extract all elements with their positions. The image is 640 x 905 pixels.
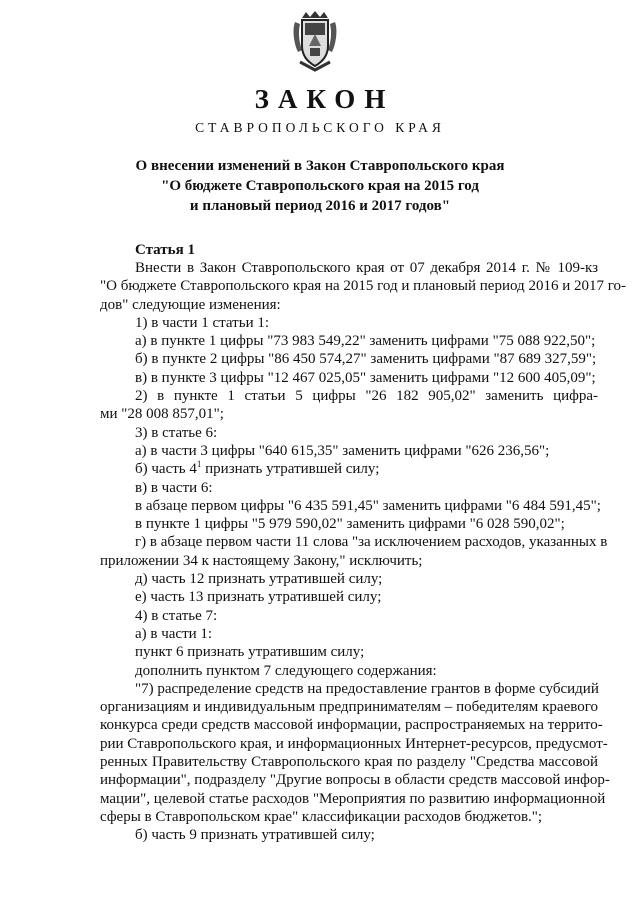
text-line: конкурса среди средств массовой информации, распространяемых на террито- [100, 717, 603, 734]
text-line: информации", подразделу "Другие вопросы в области средств массовой инфор- [100, 772, 610, 789]
text-line: пункт 6 признать утратившим силу; [135, 644, 365, 661]
text-line: д) часть 12 признать утратившей силу; [135, 571, 383, 588]
document-title: ЗАКОН [254, 84, 395, 114]
text-line: организациям и индивидуальным предпринимателям – победителям краевого [100, 699, 598, 716]
text-line: 3) в статье 6: [135, 424, 218, 441]
text-line: рии Ставропольского края, и информационных Интернет-ресурсов, предусмот- [100, 735, 608, 752]
text-line: в) в части 6: [135, 479, 213, 496]
text-line: сферы в Ставропольском крае" классификации расходов бюджетов."; [100, 808, 543, 825]
heading-line: О внесении изменений в Закон Ставропольского края [135, 158, 505, 174]
text-line: е) часть 13 признать утратившей силу; [135, 589, 382, 606]
document-subtitle: СТАВРОПОЛЬСКОГО КРАЯ [195, 120, 445, 135]
article-body [100, 259, 626, 845]
heading-line: "О бюджете Ставропольского края на 2015 год [161, 178, 479, 194]
heading-line: и плановый период 2016 и 2017 годов" [189, 198, 451, 214]
text-line: б) часть 9 признать утратившей силу; [135, 827, 375, 844]
text-line: б) в пункте 2 цифры "86 450 574,27" заменить цифрами "87 689 327,59"; [135, 351, 597, 368]
text-line: "О бюджете Ставропольского края на 2015 год и плановый период 2016 и 2017 го- [100, 278, 626, 295]
text-line: приложении 34 к настоящему Закону," исключить; [100, 552, 423, 569]
text-line: "7) распределение средств на предоставление грантов в форме субсидий [135, 680, 599, 697]
text-line: а) в пункте 1 цифры "73 983 549,22" заменить цифрами "75 088 922,50"; [135, 333, 596, 350]
text-line: Внести в Закон Ставропольского края от 07 декабря 2014 г. № 109-кз [135, 260, 598, 276]
text-line: в) в пункте 3 цифры "12 467 025,05" заменить цифрами "12 600 405,09"; [135, 369, 596, 386]
text-line: б) часть $4^1$ признать утратившей силу; [135, 459, 380, 478]
article-title: Статья 1 [135, 242, 195, 258]
text-line: г) в абзаце первом части 11 слова "за исключением расходов, указанных в [135, 534, 608, 551]
text-line: ми "28 008 857,01"; [100, 406, 224, 423]
text-line: 1) в части 1 статьи 1: [135, 314, 270, 331]
text-line: 4) в статье 7: [135, 607, 218, 624]
text-line: 2) в пункте 1 статьи 5 цифры "26 182 905,02" заменить цифра- [135, 388, 598, 405]
text-line: мации", целевой статье расходов "Мероприятия по развитию информационной [100, 790, 606, 807]
text-line: в абзаце первом цифры "6 435 591,45" заменить цифрами "6 484 591,45"; [135, 497, 601, 514]
text-line: ренных Правительству Ставропольского края по разделу "Средства массовой [100, 754, 598, 771]
text-line: а) в части 3 цифры "640 615,35" заменить цифрами "626 236,56"; [135, 442, 550, 459]
text-line: в пункте 1 цифры "5 979 590,02" заменить цифрами "6 028 590,02"; [135, 516, 565, 533]
text-line: дополнить пунктом 7 следующего содержания: [135, 662, 437, 679]
text-line: а) в части 1: [135, 625, 213, 642]
coat-of-arms-icon [290, 10, 340, 72]
text-line: дов" следующие изменения: [100, 296, 281, 313]
law-heading [100, 156, 540, 216]
